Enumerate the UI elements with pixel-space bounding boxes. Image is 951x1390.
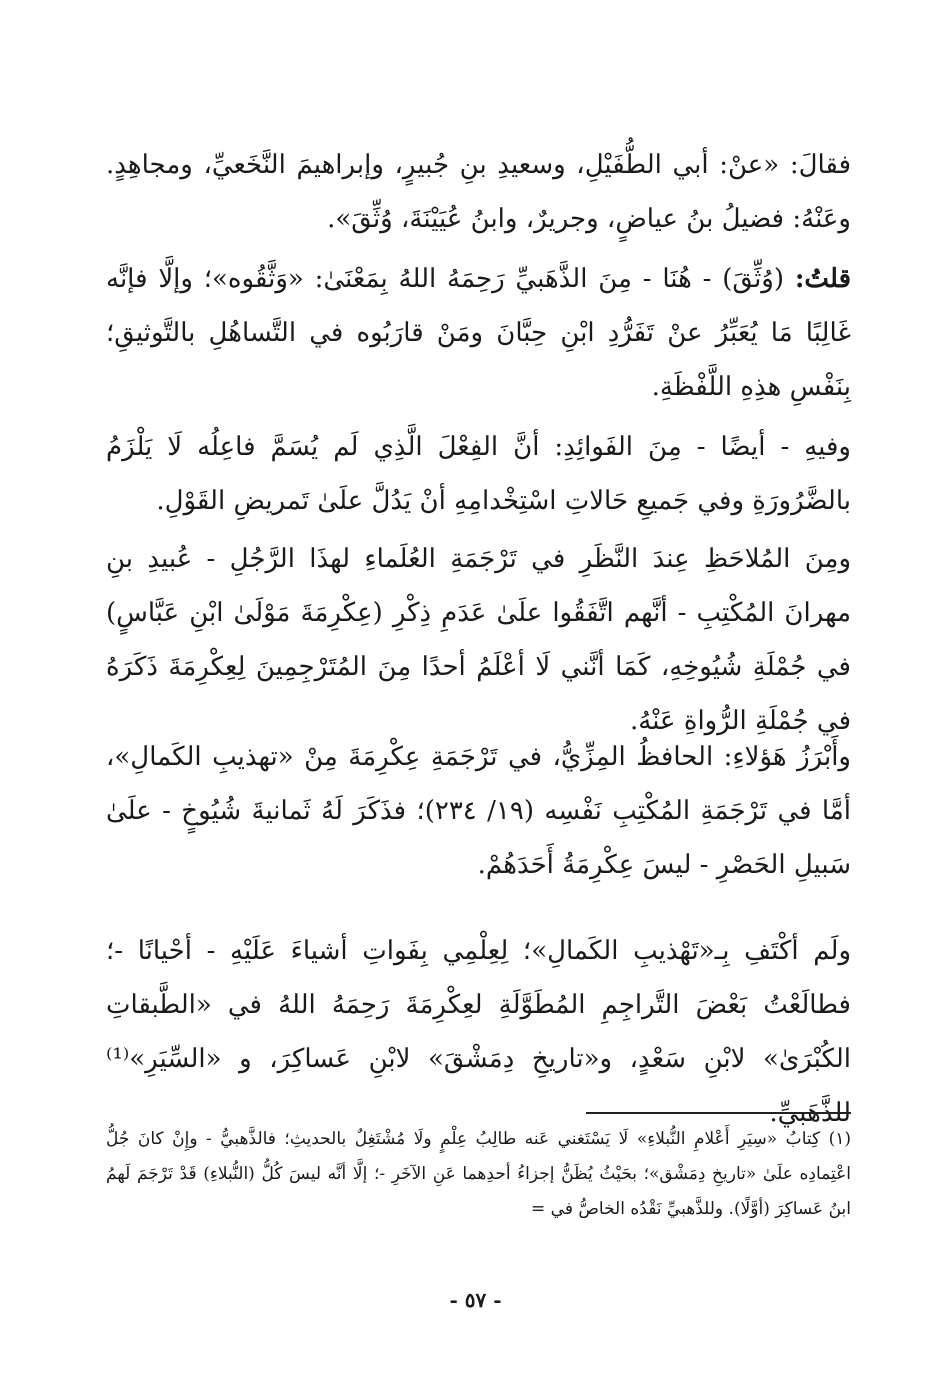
paragraph-3 — [106, 420, 851, 528]
paragraph-4 — [106, 532, 851, 748]
paragraph-5-text: وأَبْرَزُ هَؤلاءِ: الحافظُ المِزِّيُّ، في تَرْجَمَةِ عِكْرِمَةَ مِنْ «تهذيبِ الكَمالِ»، أمَّا في تَرْجَمَةِ المُكْتِبِ نَفْسِه (١٩/ ٢٣٤)؛ فذَكَرَ لَهُ ثَمانيةَ شُيُوخٍ - علَىٰ سَبيلِ الحَصْرِ - ليسَ عِكْرِمَةُ أَحَدَهُمْ. — [106, 742, 851, 880]
paragraph-2 — [106, 252, 851, 414]
footnote — [106, 1122, 851, 1227]
footnote-divider — [586, 1112, 851, 1114]
page-number: - ٥٧ - — [449, 1288, 502, 1312]
paragraph-2-lead: قلتُ: — [794, 264, 851, 294]
paragraph-6-text: ولَم أكْتَفِ بِـ«تَهْذيبِ الكَمالِ»؛ لِعِلْمِي بِفَواتِ أشياءَ عَلَيْهِ - أحْيانًا -؛ فطالَعْتُ بَعْضَ التَّراجِمِ المُطَوَّلَةِ لعِكْرِمَةَ رَحِمَهُ اللهُ في «الطَّبقاتِ الكُبْرَىٰ» لابْنِ سَعْدٍ، و«تاريخِ دِمَشْقَ» لابْنِ عَساكِرَ، و «السِّيَرِ»⁽¹⁾ للذَّهَبيِّ. — [106, 936, 851, 1128]
paragraph-6 — [106, 924, 851, 1140]
paragraph-1 — [106, 138, 851, 246]
footnote-text: (١) كِتابُ «سِيَرِ أَعْلامِ النُّبلاءِ» لَا يَسْتَغني عَنه طالِبُ عِلْمٍ ولَا مُشْتَغِلٌ بالحديثِ؛ فالذَّهبيُّ - وإِنْ كانَ جُلُّ اعْتِمادِه علَىٰ «تاريخِ دِمَشْق»؛ بحَيْثُ يُظَنُّ إجزاءُ أحدِهما عَنِ الآخَرِ -؛ إلَّا أنَّه ليسَ كُلُّ (النُّبلاءِ) قَدْ تَرْجَمَ لَهمُ ابنُ عَساكِرَ (أوَّلًا). وللذَّهبيِّ نَقْدُه الخاصُّ في = — [106, 1129, 851, 1219]
paragraph-4-text: ومِنَ المُلاحَظِ عِندَ النَّظَرِ في تَرْجَمَةِ العُلَماءِ لهذَا الرَّجُلِ - عُبيدِ بنِ مهرانَ المُكْتِبِ - أنَّهم اتَّفَقُوا علَىٰ عَدَمِ ذِكْرِ (عِكْرِمَةَ مَوْلَىٰ ابْنِ عَبَّاسٍ) في جُمْلَةِ شُيُوخِهِ، كَمَا أنَّني لَا أعْلَمُ أحدًا مِنَ المُتَرْجِمِينَ لِعِكْرِمَةَ ذَكَرَهُ في جُمْلَةِ الرُّواةِ عَنْهُ. — [106, 544, 851, 736]
paragraph-1-text: فقالَ: «عنْ: أبي الطُّفَيْلِ، وسعيدِ بنِ جُبيرٍ، وإبراهيمَ النَّخَعيِّ، ومجاهِدٍ. وعَنْهُ: فضيلُ بنُ عياضٍ، وجريرٌ، وابنُ عُيَيْنَةَ، وُثِّقَ». — [106, 150, 852, 234]
paragraph-2-text: (وُثِّقَ) - هُنَا - مِنَ الذَّهَبيِّ رَحِمَهُ اللهُ بِمَعْنَىٰ: «وَثَّقُوه»؛ وإلَّا فإنَّه غَالِبًا مَا يُعَبِّرُ عنْ تَفَرُّدِ ابْنِ حِبَّانَ ومَنْ قارَبُوه في التَّساهُلِ بالتَّوثيقِ؛ بِنَفْسِ هذِهِ اللَّفْظَةِ. — [106, 264, 851, 402]
paragraph-5 — [106, 730, 851, 892]
paragraph-3-text: وفيهِ - أيضًا - مِنَ الفَوائِدِ: أنَّ الفِعْلَ الَّذِي لَم يُسَمَّ فاعِلُه لَا يَلْزَمُ بالضَّرُورَةِ وفي جَميعِ حَالاتِ اسْتِخْدامِهِ أنْ يَدُلَّ علَىٰ تَمريضِ القَوْلِ. — [106, 432, 851, 516]
